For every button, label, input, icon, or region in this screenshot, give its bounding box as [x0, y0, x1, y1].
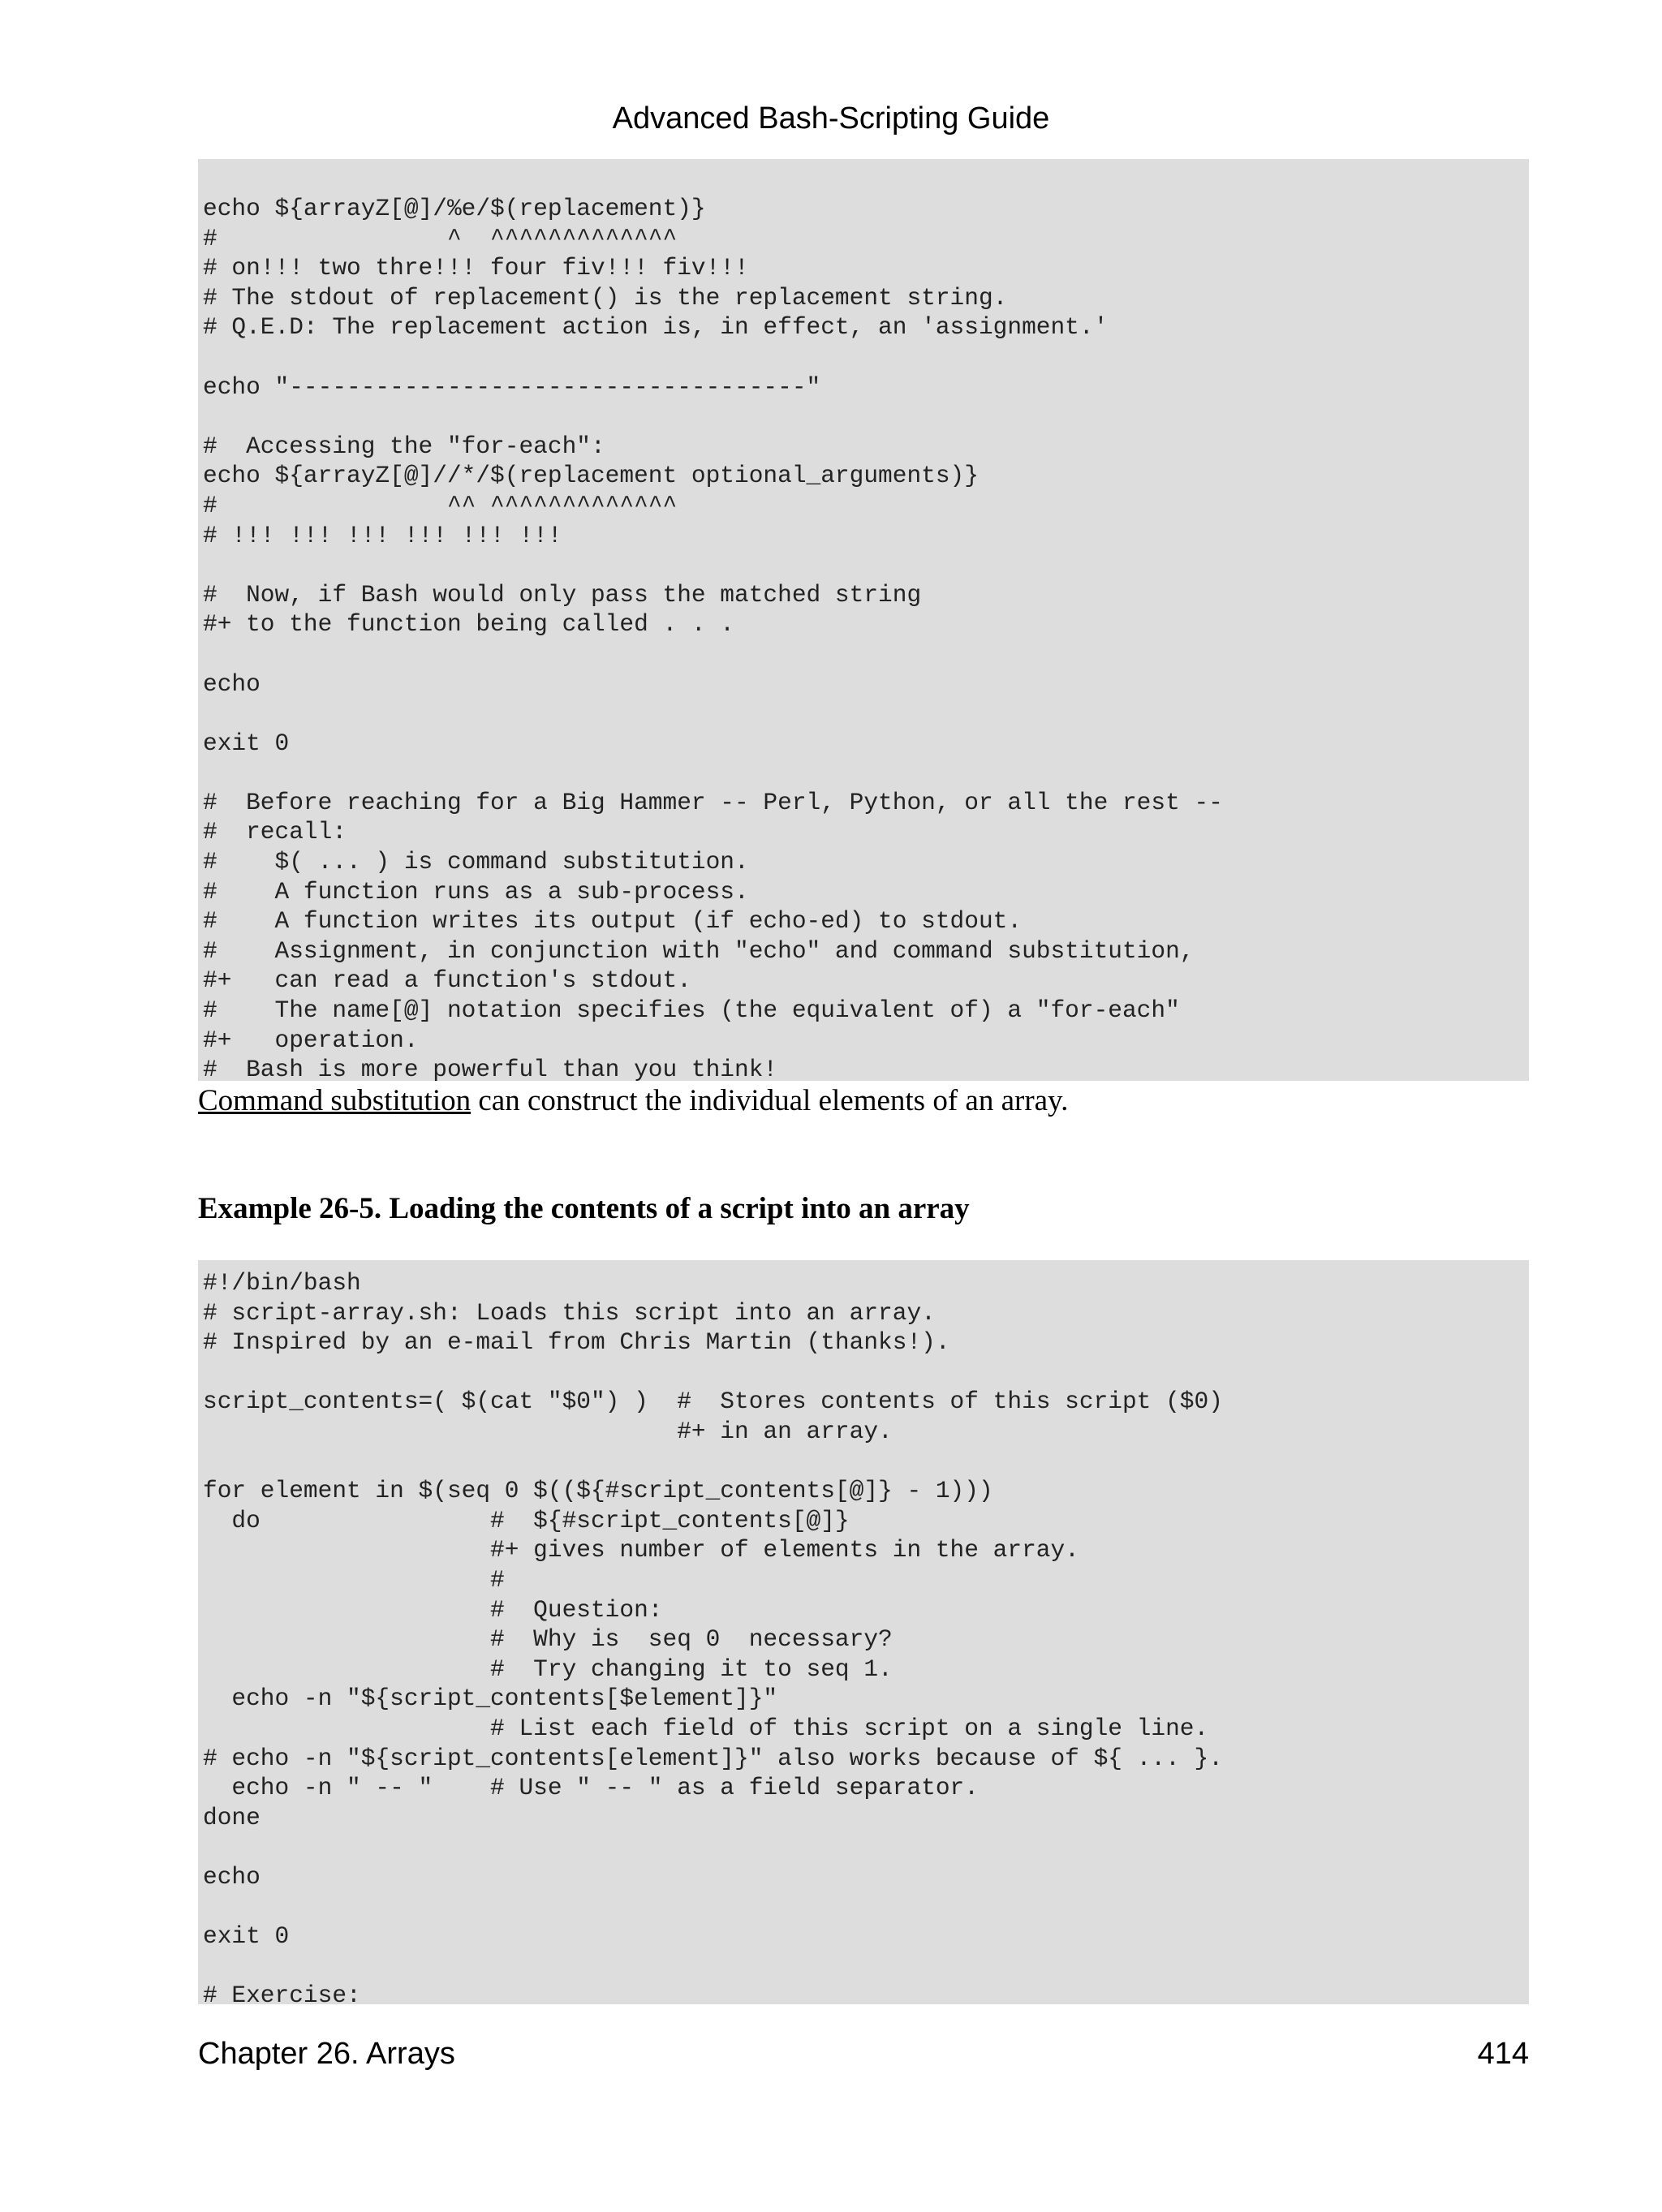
- code-line: # Now, if Bash would only pass the matched string: [203, 580, 922, 609]
- code-line: echo: [203, 1862, 260, 1891]
- code-line: echo: [203, 669, 260, 698]
- code-line: # !!! !!! !!! !!! !!! !!!: [203, 521, 562, 549]
- command-substitution-link[interactable]: Command substitution: [198, 1084, 471, 1117]
- code-line: # ^^ ^^^^^^^^^^^^^: [203, 491, 678, 519]
- code-line: # on!!! two thre!!! four fiv!!! fiv!!!: [203, 254, 749, 282]
- code-line: # Inspired by an e-mail from Chris Martin (thanks!).: [203, 1328, 950, 1357]
- code-line: # Q.E.D: The replacement action is, in effect, an 'assignment.': [203, 313, 1109, 342]
- code-line: # echo -n "${script_contents[element]}" also works because of ${ ... }.: [203, 1744, 1223, 1772]
- code-line: # Why is seq 0 necessary?: [203, 1625, 893, 1654]
- code-line: echo "------------------------------------": [203, 372, 821, 401]
- footer-chapter: Chapter 26. Arrays: [198, 2037, 455, 2071]
- code-line: # List each field of this script on a single line.: [203, 1714, 1209, 1742]
- code-line: done: [203, 1803, 260, 1831]
- code-line: # $( ... ) is command substitution.: [203, 848, 749, 876]
- code-line: [203, 1447, 1529, 1477]
- code-line: script_contents=( $(cat "$0") ) # Stores contents of this script ($0): [203, 1388, 1223, 1416]
- code-line: # Accessing the "for-each":: [203, 432, 605, 460]
- code-line: [203, 1832, 1529, 1862]
- code-line: # Try changing it to seq 1.: [203, 1655, 893, 1683]
- code-block-script-array: [198, 1260, 1529, 2004]
- page-header: Advanced Bash-Scripting Guide: [612, 101, 1050, 136]
- code-line: [203, 550, 1529, 580]
- code-line: echo -n "${script_contents[$element]}": [203, 1685, 778, 1713]
- paragraph-text: can construct the individual elements of an array.: [471, 1084, 1069, 1117]
- code-line: [203, 758, 1529, 788]
- code-line: do # ${#script_contents[@]}: [203, 1506, 850, 1534]
- code-line: [203, 639, 1529, 669]
- code-line: [203, 699, 1529, 729]
- code-line: # Assignment, in conjunction with "echo" and command substitution,: [203, 936, 1195, 965]
- code-line: echo ${arrayZ[@]/%e/$(replacement)}: [203, 195, 706, 222]
- footer-page-number: 414: [1477, 2037, 1529, 2071]
- code-line: for element in $(seq 0 $((${#script_contents[@]} - 1))): [203, 1477, 993, 1505]
- code-line: # script-array.sh: Loads this script into an array.: [203, 1298, 936, 1327]
- code-line: # The name[@] notation specifies (the equivalent of) a "for-each": [203, 996, 1180, 1025]
- code-line: # The stdout of replacement() is the replacement string.: [203, 283, 1008, 312]
- code-line: # Before reaching for a Big Hammer -- Perl, Python, or all the rest --: [203, 788, 1223, 816]
- code-line: [203, 1952, 1529, 1982]
- code-line: [203, 1891, 1529, 1922]
- code-line: #+ to the function being called . . .: [203, 610, 735, 639]
- paragraph-command-substitution: [198, 1081, 1068, 1121]
- code-line: #!/bin/bash: [203, 1269, 361, 1297]
- code-line: # ^ ^^^^^^^^^^^^^: [203, 224, 678, 252]
- code-line: [203, 402, 1529, 432]
- code-line: # Exercise:: [203, 1982, 361, 2004]
- example-title: Example 26-5. Loading the contents of a script into an array: [198, 1192, 970, 1225]
- page-footer: [198, 2031, 1529, 2076]
- code-line: exit 0: [203, 1922, 290, 1951]
- code-line: # Bash is more powerful than you think!: [203, 1056, 778, 1081]
- code-line: # Question:: [203, 1595, 663, 1624]
- code-line: echo -n " -- " # Use " -- " as a field separator.: [203, 1774, 979, 1802]
- code-line: #+ operation.: [203, 1026, 419, 1054]
- code-line: #+ in an array.: [203, 1417, 893, 1445]
- code-line: # A function runs as a sub-process.: [203, 877, 749, 906]
- code-line: exit 0: [203, 729, 290, 757]
- code-line: echo ${arrayZ[@]//*/$(replacement optional_arguments)}: [203, 462, 979, 490]
- code-line: #+ can read a function's stdout.: [203, 966, 691, 995]
- code-block-replacement-example: [198, 159, 1529, 1081]
- code-line: #: [203, 1565, 505, 1594]
- code-line: # recall:: [203, 818, 347, 846]
- code-line: [203, 1358, 1529, 1388]
- code-line: [203, 342, 1529, 372]
- code-line: # A function writes its output (if echo-ed) to stdout.: [203, 907, 1023, 936]
- code-line: #+ gives number of elements in the array.: [203, 1536, 1079, 1564]
